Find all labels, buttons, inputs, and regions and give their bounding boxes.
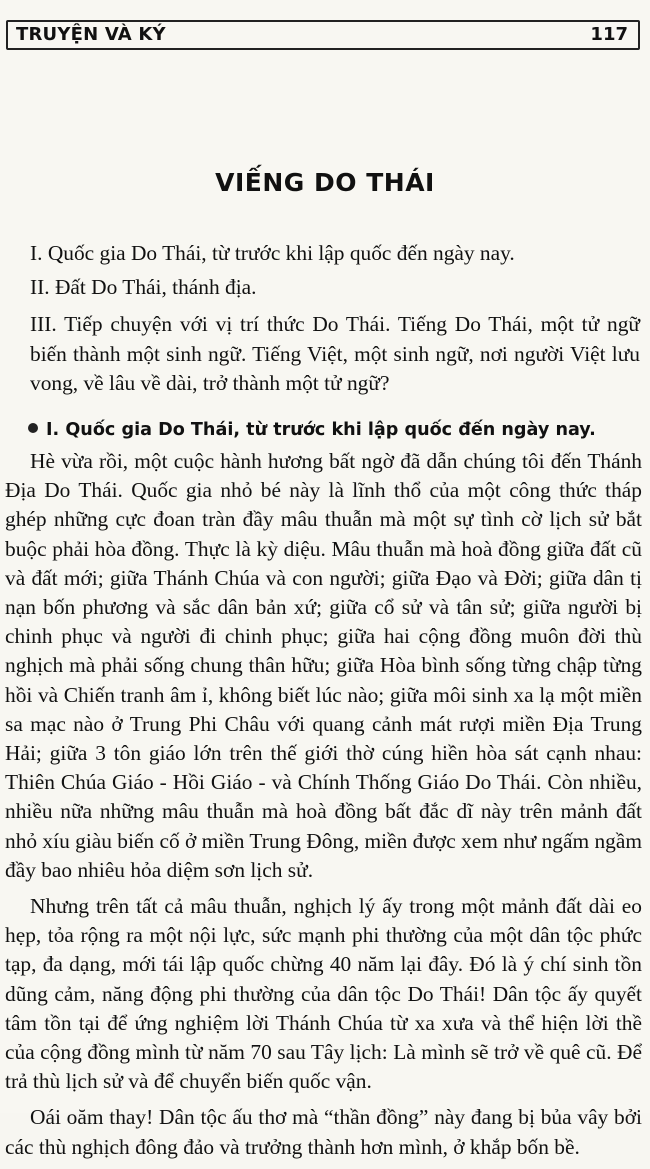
outline-list (30, 239, 640, 398)
body-text (5, 447, 642, 1169)
page-number: 117 (590, 24, 628, 45)
paragraph: Nhưng trên tất cả mâu thuẫn, nghịch lý ấy trong một mảnh đất dài eo hẹp, tỏa rộng ra một nội lực, sức mạnh phi thường của một dân tộc phức tạp, đa dạng, mới tái lập quốc chừng 40 năm lại đây. Đó là ý chí sinh tồn dũng cảm, năng động phi thường của dân tộc Do Thái! Dân tộc ấy quyết tâm tồn tại để ứng nghiệm lời Thánh Chúa từ xa xưa và thể hiện lời thề của cộng đồng mình từ năm 70 sau Tây lịch: Là mình sẽ trở về quê cũ. Để trả thù lịch sử và để chuyển biến quốc vận. (5, 894, 642, 1094)
bullet-icon (28, 423, 38, 433)
running-header (6, 20, 640, 50)
section-heading-text: I. Quốc gia Do Thái, từ trước khi lập quốc đến ngày nay. (46, 420, 596, 440)
outline-item: III. Tiếp chuyện với vị trí thức Do Thái. Tiếng Do Thái, một tử ngữ biến thành một sinh ngữ. Tiếng Việt, một sinh ngữ, nơi người Việt lưu vong, về lâu về dài, trở thành một tử ngữ? (30, 312, 640, 395)
chapter-title: VIẾNG DO THÁI (215, 168, 435, 197)
outline-item: I. Quốc gia Do Thái, từ trước khi lập quốc đến ngày nay. (30, 241, 515, 265)
section-heading (28, 420, 640, 440)
paragraph: Oái oăm thay! Dân tộc ấu thơ mà “thần đồng” này đang bị bủa vây bởi các thù nghịch đông đảo và trưởng thành hơn mình, ở khắp bốn bề. (5, 1105, 642, 1159)
outline-item: II. Đất Do Thái, thánh địa. (30, 275, 257, 300)
running-title: TRUYỆN VÀ KÝ (16, 24, 166, 45)
paragraph: Hè vừa rồi, một cuộc hành hương bất ngờ đã dẫn chúng tôi đến Thánh Địa Do Thái. Quốc gia nhỏ bé này là lĩnh thổ của một công thức tháp ghép những cực đoan tràn đầy mâu thuẫn mà một sự tình cờ lịch sử bắt buộc phải hòa đồng. Thực là kỳ diệu. Mâu thuẫn mà hoà đồng giữa đất cũ và đất mới; giữa Thánh Chúa và con người; giữa Đạo và Đời; giữa dân tị nạn bốn phương và sắc dân bản xứ; giữa cổ sử và tân sử; giữa người bị chinh phục và người đi chinh phục; giữa hai cộng đồng muôn đời thù nghịch mà phải sống chung thân hữu; giữa Hòa bình sống từng chập từng hồi và Chiến tranh âm ỉ, không biết lúc nào; giữa môi sinh xa lạ một miền sa mạc nào ở Trung Phi Châu với quang cảnh mát rượi miền Địa Trung Hải; giữa 3 tôn giáo lớn trên thế giới thờ cúng hiền hòa sát cạnh nhau: Thiên Chúa Giáo - Hồi Giáo - và Chính Thống Giáo Do Thái. Còn nhiều, nhiều nữa những mâu thuẫn mà hoà đồng bất đắc dĩ này trên mảnh đất nhỏ xíu giàu biến cố ở miền Trung Đông, miền được xem như ngấm ngầm đầy bao nhiêu hỏa diệm sơn lịch sử. (5, 449, 642, 882)
